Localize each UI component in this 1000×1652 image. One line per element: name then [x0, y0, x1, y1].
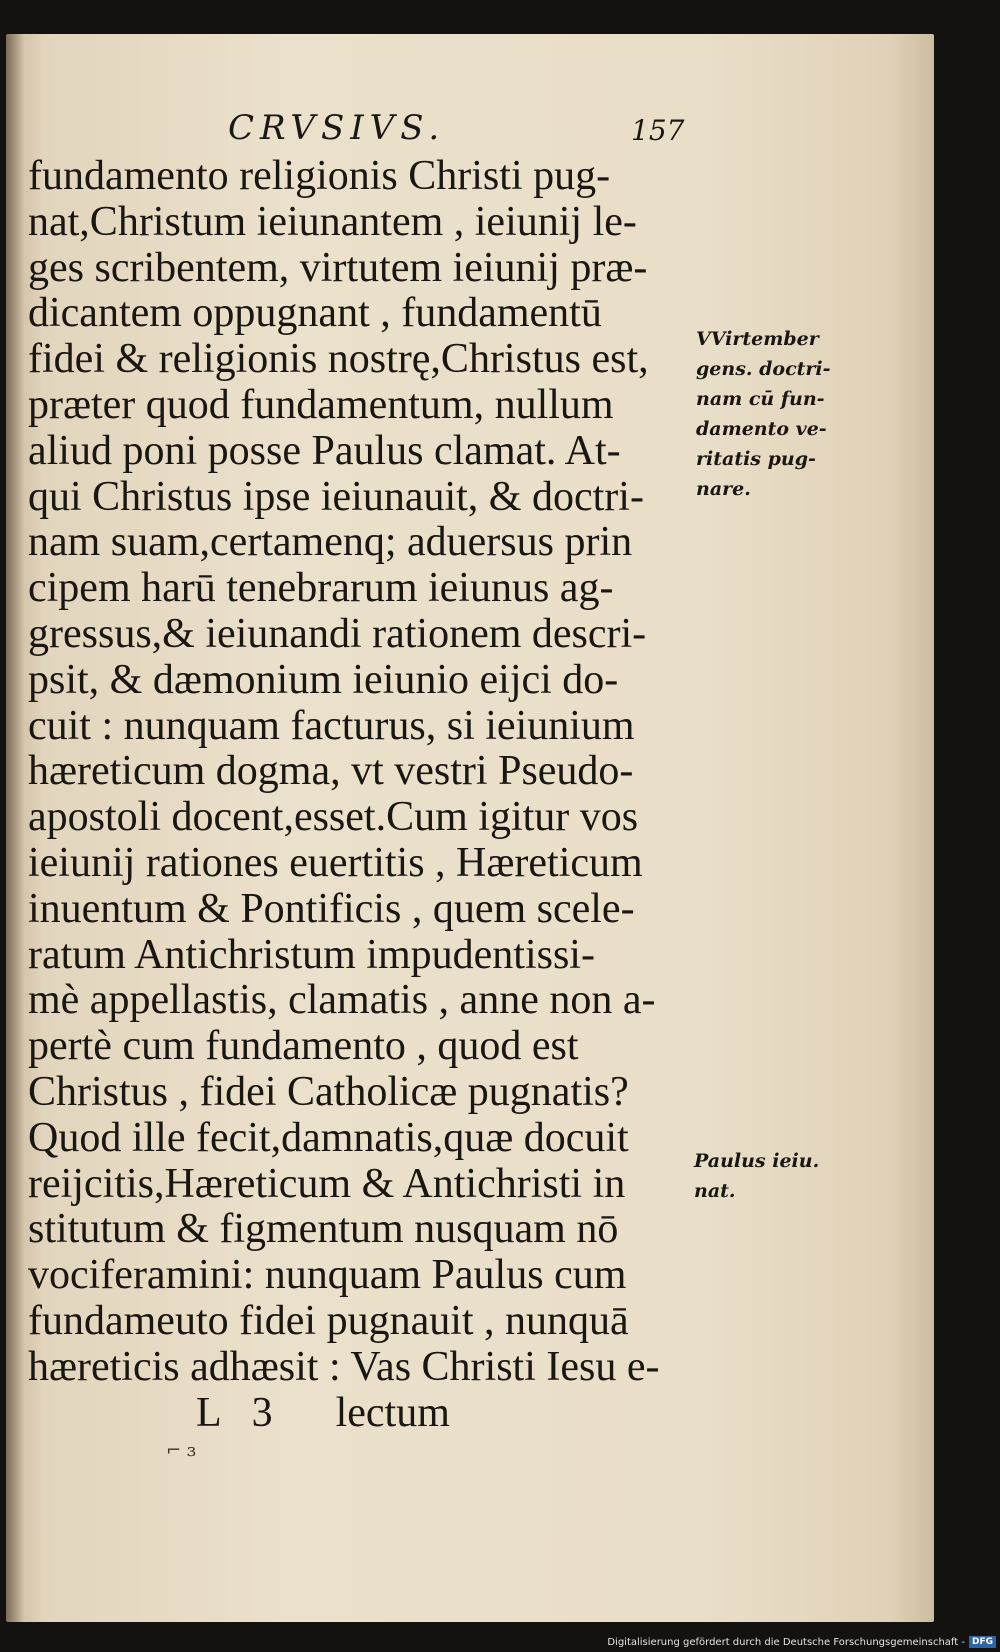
text-line: gressus,& ieiunandi rationem descri-: [28, 610, 647, 657]
text-line: stitutum & figmentum nusquam nō: [28, 1206, 619, 1253]
text-line: cuit : nunquam facturus, si ieiunium: [28, 702, 635, 749]
text-line: dicantem oppugnant , fundamentū: [28, 290, 602, 337]
margin-note-line: Paulus ieiu.: [694, 1150, 820, 1172]
catchword-line: L 3 lectum: [28, 1389, 450, 1436]
page-number: 157: [631, 114, 685, 147]
ink-smudge: ⌐ ɜ: [166, 1440, 196, 1461]
margin-note-line: gens. doctri-: [696, 358, 831, 380]
text-line: vociferamini: nunquam Paulus cum: [28, 1252, 627, 1299]
text-line: ratum Antichristum impudentissi-: [28, 931, 595, 978]
text-line: reijcitis,Hæreticum & Antichristi in: [28, 1160, 626, 1207]
text-line: aliud poni posse Paulus clamat. At-: [28, 427, 621, 474]
text-line: cipem harū tenebrarum ieiunus ag-: [28, 565, 614, 612]
dfg-logo: DFG: [969, 1636, 996, 1648]
book-page: [6, 34, 934, 1622]
text-line: apostoli docent,esset.Cum igitur vos: [28, 794, 639, 841]
page-gutter-shadow: [6, 34, 24, 1622]
credit-text: Digitalisierung gefördert durch die Deutsche Forschungsgemeinschaft -: [607, 1636, 965, 1648]
text-line: fundameuto fidei pugnauit , nunquā: [28, 1297, 629, 1344]
margin-note-paulus: [694, 1146, 819, 1206]
text-line: hæreticum dogma, vt vestri Pseudo-: [28, 748, 634, 795]
margin-note-line: nam cū fun-: [696, 388, 825, 410]
body-text: [28, 154, 688, 1436]
text-line: hæreticis adhæsit : Vas Christi Iesu e-: [28, 1343, 660, 1390]
text-line: Quod ille fecit,damnatis,quæ docuit: [28, 1114, 629, 1161]
text-line: pertè cum fundamento , quod est: [28, 1023, 579, 1070]
text-line: psit, & dæmonium ieiunio eijci do-: [28, 656, 619, 703]
text-line: præter quod fundamentum, nullum: [28, 381, 614, 428]
text-line: inuentum & Pontificis , quem scele-: [28, 885, 635, 932]
text-line: nam suam,certamenq; aduersus prin: [28, 519, 633, 566]
running-title: CRVSIVS.: [228, 108, 446, 148]
text-line: fidei & religionis nostrę,Christus est,: [28, 336, 649, 383]
digitization-credit: [607, 1636, 996, 1648]
text-line: fundamento religionis Christi pug-: [28, 153, 611, 199]
margin-note-line: ritatis pug-: [696, 448, 816, 470]
margin-note-line: nare.: [696, 478, 751, 500]
margin-note-line: nat.: [694, 1180, 736, 1202]
text-line: ieiunij rationes euertitis , Hæreticum: [28, 839, 643, 886]
text-line: nat,Christum ieiunantem , ieiunij le-: [28, 198, 637, 245]
text-line: ges scribentem, virtutem ieiunij præ-: [28, 244, 648, 291]
margin-note-line: VVirtember: [696, 328, 819, 350]
text-line: qui Christus ipse ieiunauit, & doctri-: [28, 473, 644, 520]
margin-note-wirtemberg: [696, 324, 831, 504]
text-line: Christus , fidei Catholicæ pugnatis?: [28, 1068, 629, 1115]
margin-note-line: damento ve-: [696, 418, 827, 440]
text-line: mè appellastis, clamatis , anne non a-: [28, 977, 656, 1024]
